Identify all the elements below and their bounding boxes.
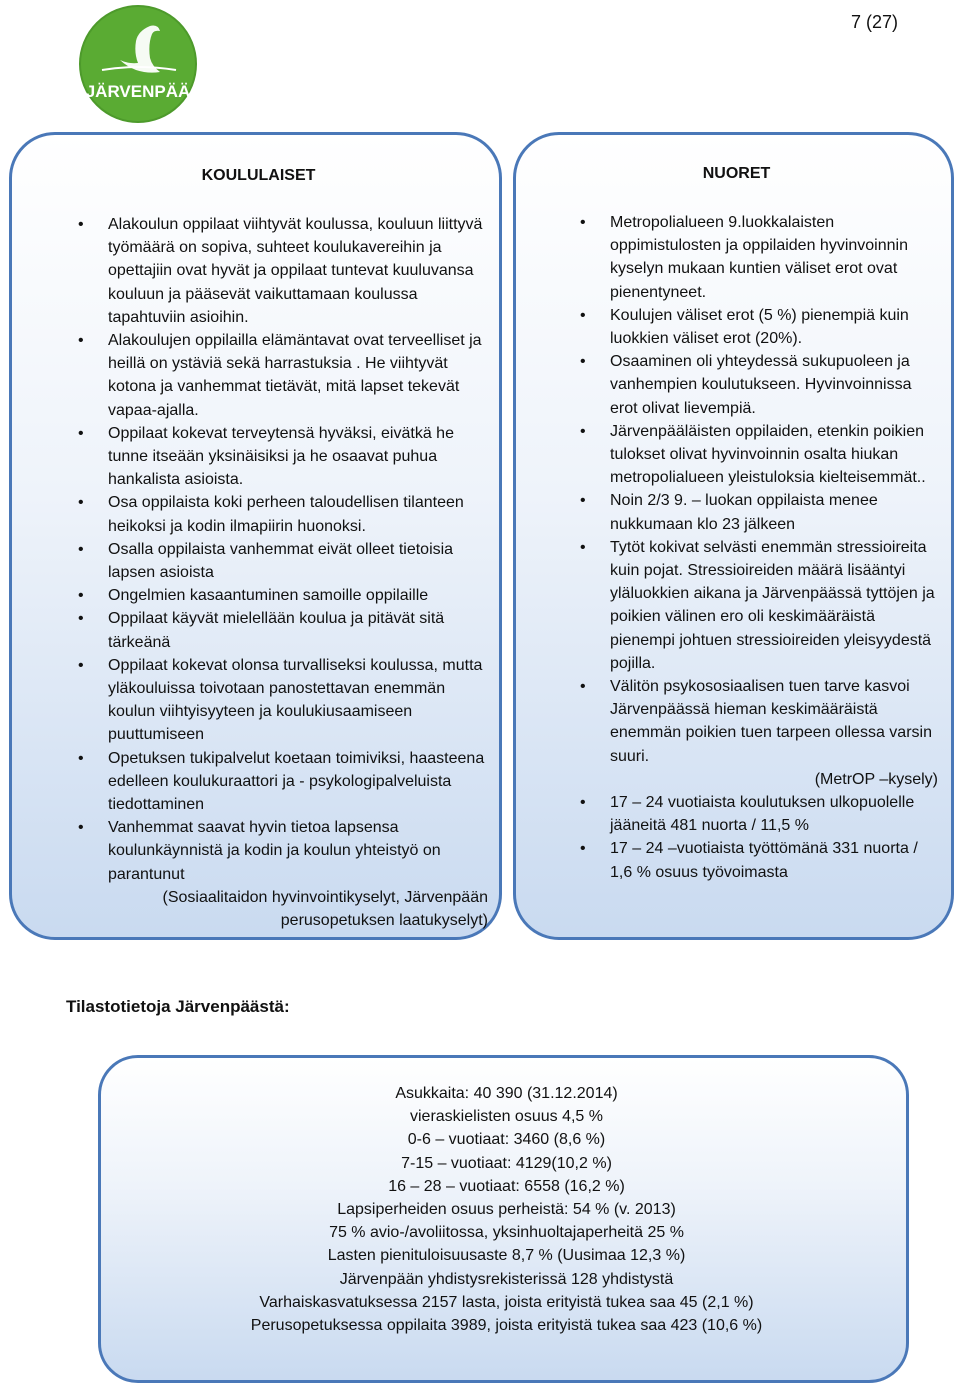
- stat-line: 0-6 – vuotiaat: 3460 (8,6 %): [407, 1131, 606, 1149]
- list-item: • 17 – 24 –vuotiaista työttömänä 331 nuorta / 1,6 % osuus työvoimasta: [610, 837, 938, 883]
- stat-line: 16 – 28 – vuotiaat: 6558 (16,2 %): [388, 1177, 625, 1195]
- list-item: • Alakoulujen oppilailla elämäntavat ovat terveelliset ja heillä on ystäviä sekä harrastuksia . He viihtyvät kotona ja vanhemmat tietävät, mitä lapset tekevät vapaa-ajalla.: [108, 329, 488, 422]
- list-item: • Tytöt kokivat selvästi enemmän stressioireita kuin pojat. Stressioireiden määrä lisääntyi yläluokkien aikana ja Järvenpäässä tyttöjen ja poikien välinen ero oli keskimääräistä pienempi johtuen stressioireiden yleisyydestä pojilla.: [610, 536, 938, 675]
- source-note: (MetrOP –kysely): [814, 770, 938, 788]
- list-item: • Oppilaat kokevat olonsa turvalliseksi koulussa, mutta yläkouluissa toivotaan panostettavan enemmän koulun viihtyisyyteen ja koulukiusaamiseen puuttumiseen: [108, 654, 488, 747]
- stat-line: 7-15 – vuotiaat: 4129(10,2 %): [401, 1154, 612, 1172]
- stat-line: Perusopetuksessa oppilaita 3989, joista erityistä tukea saa 423 (10,6 %): [250, 1317, 763, 1335]
- list-item: • Noin 2/3 9. – luokan oppilaista menee nukkumaan klo 23 jälkeen: [610, 489, 938, 535]
- list-item: • Osalla oppilaista vanhemmat eivät olleet tietoisia lapsen asioista: [108, 538, 488, 584]
- list-item: • Oppilaat käyvät mielellään koulua ja pitävät sitä tärkeänä: [108, 607, 488, 653]
- nuoret-box: [513, 132, 954, 940]
- list-item: • Välitön psykososiaalisen tuen tarve kasvoi Järvenpäässä hieman keskimääräistä enemmän poikien tuen tarpeen ollessa varsin suuri.: [610, 675, 938, 768]
- list-item: • Ongelmien kasaantuminen samoille oppilaille: [108, 584, 488, 607]
- list-item: • 17 – 24 vuotiaista koulutuksen ulkopuolelle jääneitä 481 nuorta / 11,5 %: [610, 791, 938, 837]
- list-item: • Metropolialueen 9.luokkalaisten oppimistulosten ja oppilaiden hyvinvoinnin kyselyn mukaan kuntien väliset erot ovat pienentyneet.: [610, 211, 938, 304]
- source-note: (Sosiaalitaidon hyvinvointikyselyt, Järvenpään perusopetuksen laatukyselyt): [162, 888, 488, 930]
- stat-line: Lasten pienituloisuusaste 8,7 % (Uusimaa 12,3 %): [327, 1247, 686, 1265]
- nuoret-title: NUORET: [702, 165, 771, 182]
- stat-line: Varhaiskasvatuksessa 2157 lasta, joista erityistä tukea saa 45 (2,1 %): [259, 1293, 754, 1311]
- list-item: • Osa oppilaista koki perheen taloudellisen tilanteen heikoksi ja kodin ilmapiirin huonoksi.: [108, 491, 488, 537]
- list-item: • Oppilaat kokevat terveytensä hyväksi, eivätkä he tunne itseään yksinäisiksi ja he osaavat puhua hankalista asioista.: [108, 422, 488, 492]
- stat-line: Asukkaita: 40 390 (31.12.2014): [395, 1085, 618, 1102]
- nuoret-list: [610, 211, 938, 884]
- list-item: • Opetuksen tukipalvelut koetaan toimiviksi, haasteena edelleen koulukuraattori ja - psykologipalveluista tiedottaminen: [108, 747, 488, 817]
- list-item: • Vanhemmat saavat hyvin tietoa lapsensa koulunkäynnistä ja kodin ja koulun yhteistyö on parantunut: [108, 816, 488, 886]
- koululaiset-box: [9, 132, 502, 940]
- tilastot-box: [98, 1055, 909, 1383]
- stat-line: Järvenpään yhdistysrekisterissä 128 yhdistystä: [339, 1270, 674, 1288]
- koululaiset-list: [108, 213, 488, 932]
- list-item: • Alakoulun oppilaat viihtyvät koulussa, kouluun liittyvä työmäärä on sopiva, suhteet koulukavereihin ja opettajiin ovat hyvät ja oppilaat tuntevat kuuluvansa kouluun ja pääsevät vaikuttamaan koulussa tapahtuviin asioihin.: [108, 213, 488, 329]
- jarvenpaa-logo: [66, 4, 210, 126]
- logo-text: JÄRVENPÄÄ: [85, 82, 191, 101]
- tilastotietoja-heading: Tilastotietoja Järvenpäästä:: [66, 997, 290, 1016]
- page-number: 7 (27): [850, 12, 898, 32]
- koululaiset-title: KOULULAISET: [201, 167, 316, 184]
- stat-line: vieraskielisten osuus 4,5 %: [410, 1108, 603, 1126]
- list-item: • Osaaminen oli yhteydessä sukupuoleen ja vanhempien koulutukseen. Hyvinvoinnissa erot olivat lievempiä.: [610, 350, 938, 420]
- tilastot-list: [101, 1082, 912, 1337]
- stat-line: Lapsiperheiden osuus perheistä: 54 % (v. 2013): [337, 1201, 676, 1219]
- stat-line: 75 % avio-/avoliitossa, yksinhuoltajaperheitä 25 %: [329, 1224, 684, 1242]
- list-item: • Koulujen väliset erot (5 %) pienempiä kuin luokkien väliset erot (20%).: [610, 304, 938, 350]
- list-item: • Järvenpääläisten oppilaiden, etenkin poikien tulokset olivat hyvinvoinnin osalta hiukan metropolialueen yleistuloksia kielteisemmät..: [610, 420, 938, 490]
